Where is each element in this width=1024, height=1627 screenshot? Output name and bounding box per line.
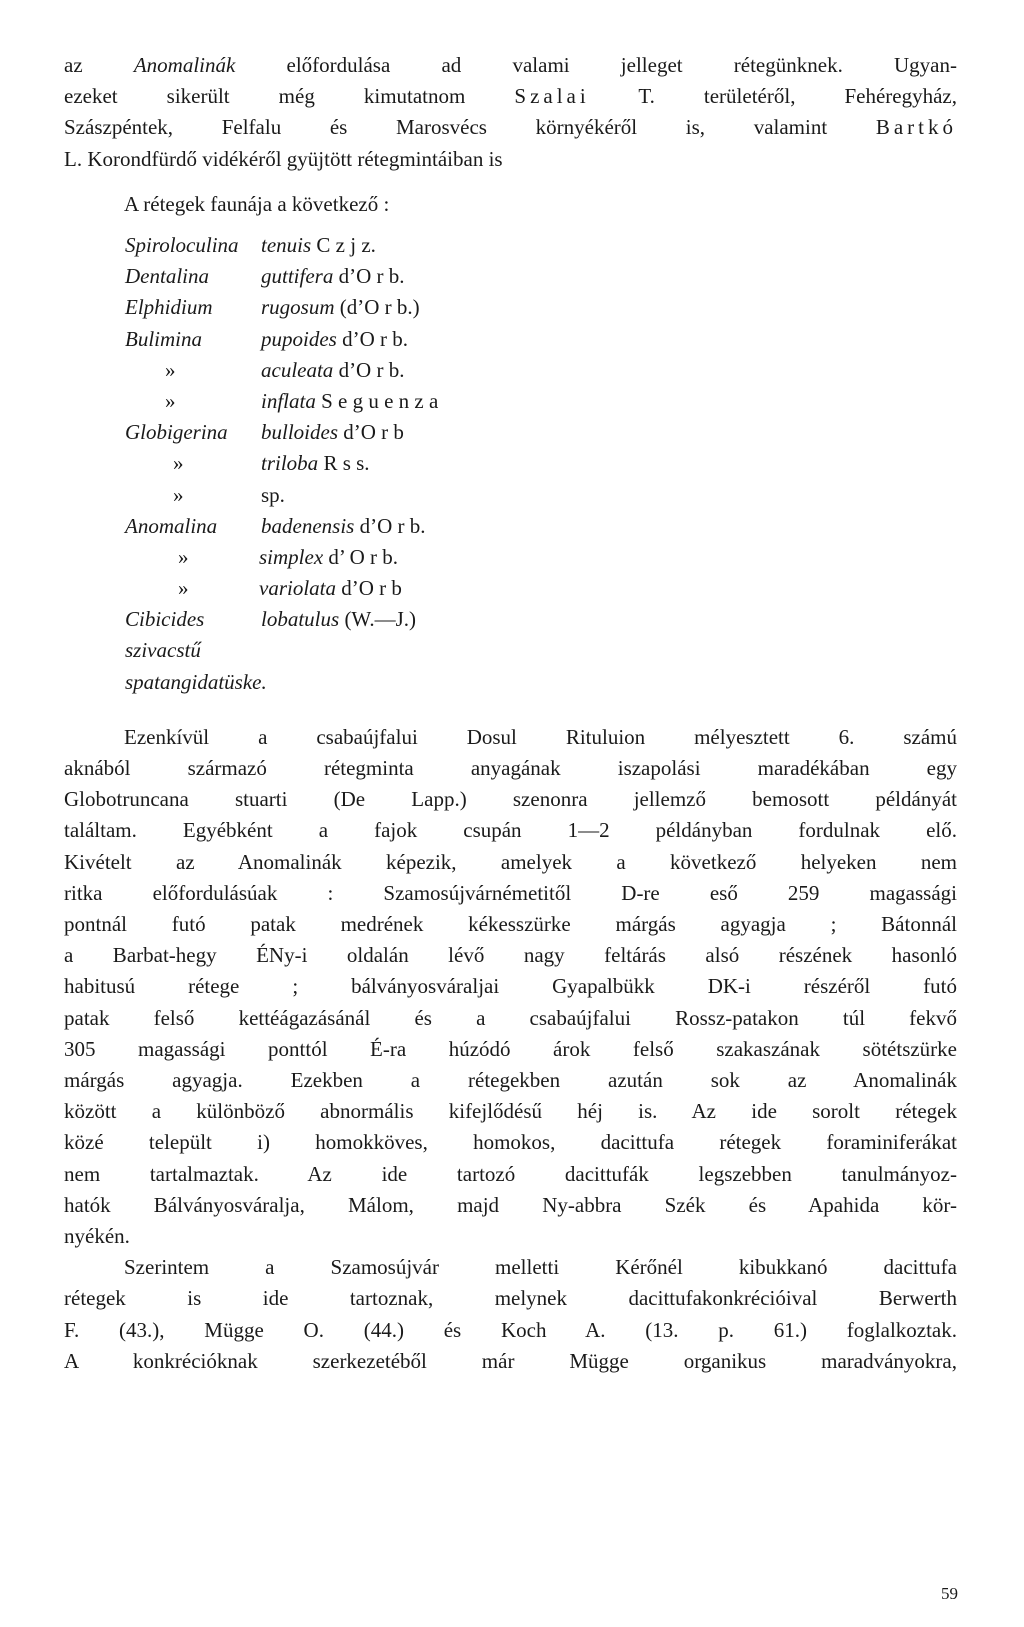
list-item: Dentalina guttifera d’O r b.: [125, 264, 405, 289]
text-line: között a különböző abnormális kifejlődésű héj is. Az ide sorolt rétegek: [64, 1099, 957, 1124]
text-line: nem tartalmaztak. Az ide tartozó dacittufák legszebben tanulmányoz-: [64, 1161, 957, 1186]
text-line: pontnál futó patak medrének kékesszürke márgás agyagja ; Bátonnál: [64, 912, 957, 937]
list-item: » inflata S e g u e n z a: [165, 388, 439, 413]
text-line: habitusú rétege ; bálványosváraljai Gyapalbükk DK-i részéről futó: [64, 974, 957, 999]
text-line: közé települt i) homokköves, homokos, dacittufa rétegek foraminiferákat: [64, 1130, 957, 1155]
page-body: [64, 50, 957, 1377]
list-item: Spiroloculina tenuis C z j z.: [125, 233, 376, 258]
text-line: a Barbat-hegy ÉNy-i oldalán lévő nagy feltárás alsó részének hasonló: [64, 943, 957, 968]
text-line: L. Korondfürdő vidékéről gyüjtött rétegmintáiban is: [64, 146, 503, 171]
text-line: az Anomalinák előfordulása ad valami jelleget rétegünknek. Ugyan-: [64, 53, 957, 77]
text-line: ritka előfordulásúak : Szamosújvárnémetitől D-re eső 259 magassági: [64, 880, 957, 905]
list-item: Globigerina bulloides d’O r b: [125, 420, 404, 445]
list-item: » simplex d’ O r b.: [178, 544, 398, 569]
list-item: Elphidium rugosum (d’O r b.): [125, 295, 420, 320]
fauna-intro: A rétegek faunája a következő :: [124, 191, 390, 216]
list-item: Cibicides lobatulus (W.—J.): [125, 607, 416, 632]
text-line: hatók Bálványosváralja, Málom, majd Ny-abbra Szék és Apahida kör-: [64, 1192, 957, 1217]
fauna-list: [64, 230, 957, 698]
list-item: » aculeata d’O r b.: [165, 357, 405, 382]
text-line: Kivételt az Anomalinák képezik, amelyek a következő helyeken nem: [64, 849, 957, 874]
text-line: Globotruncana stuarti (De Lapp.) szenonra jellemző bemosott példányát: [64, 787, 957, 812]
list-item: spatangidatüske.: [125, 669, 267, 694]
list-item: » variolata d’O r b: [178, 576, 402, 601]
text-line: márgás agyagja. Ezekben a rétegekben azután sok az Anomalinák: [64, 1068, 957, 1093]
text-line: 305 magassági ponttól É-ra húzódó árok felső szakaszának sötétszürke: [64, 1036, 957, 1061]
text-line: rétegek is ide tartoznak, melynek dacittufakonkrécióival Berwerth: [64, 1286, 957, 1311]
text-line: Szerintem a Szamosújvár melletti Kérőnél kibukkanó dacittufa: [124, 1255, 957, 1280]
text-line: A konkrécióknak szerkezetéből már Mügge organikus maradványokra,: [64, 1348, 957, 1373]
list-item: » sp.: [173, 482, 285, 507]
text-line: F. (43.), Mügge O. (44.) és Koch A. (13. p. 61.) foglalkoztak.: [64, 1317, 957, 1342]
main-paragraph: [64, 722, 957, 1252]
text-line: találtam. Egyébként a fajok csupán 1—2 példányban fordulnak elő.: [64, 818, 957, 843]
intro-paragraph: [64, 50, 957, 175]
text-line: patak felső kettéágazásánál és a csabaújfalui Rossz-patakon túl fekvő: [64, 1005, 957, 1030]
text-line: nyékén.: [64, 1224, 130, 1249]
list-item: Bulimina pupoides d’O r b.: [125, 326, 408, 351]
text-line: ezeket sikerült még kimutatnom Szalai T. területéről, Fehéregyház,: [64, 84, 957, 109]
text-line: aknából származó rétegminta anyagának iszapolási maradékában egy: [64, 756, 957, 781]
closing-paragraph: [64, 1252, 957, 1377]
list-item: Anomalina badenensis d’O r b.: [125, 513, 426, 538]
list-item: szivacstű: [125, 638, 201, 663]
text-line: Ezenkívül a csabaújfalui Dosul Rituluion mélyesztett 6. számú: [124, 724, 957, 749]
text-line: Szászpéntek, Felfalu és Marosvécs környékéről is, valamint Bartkó: [64, 115, 957, 140]
page-number: 59: [941, 1584, 958, 1603]
list-item: » triloba R s s.: [173, 451, 370, 476]
